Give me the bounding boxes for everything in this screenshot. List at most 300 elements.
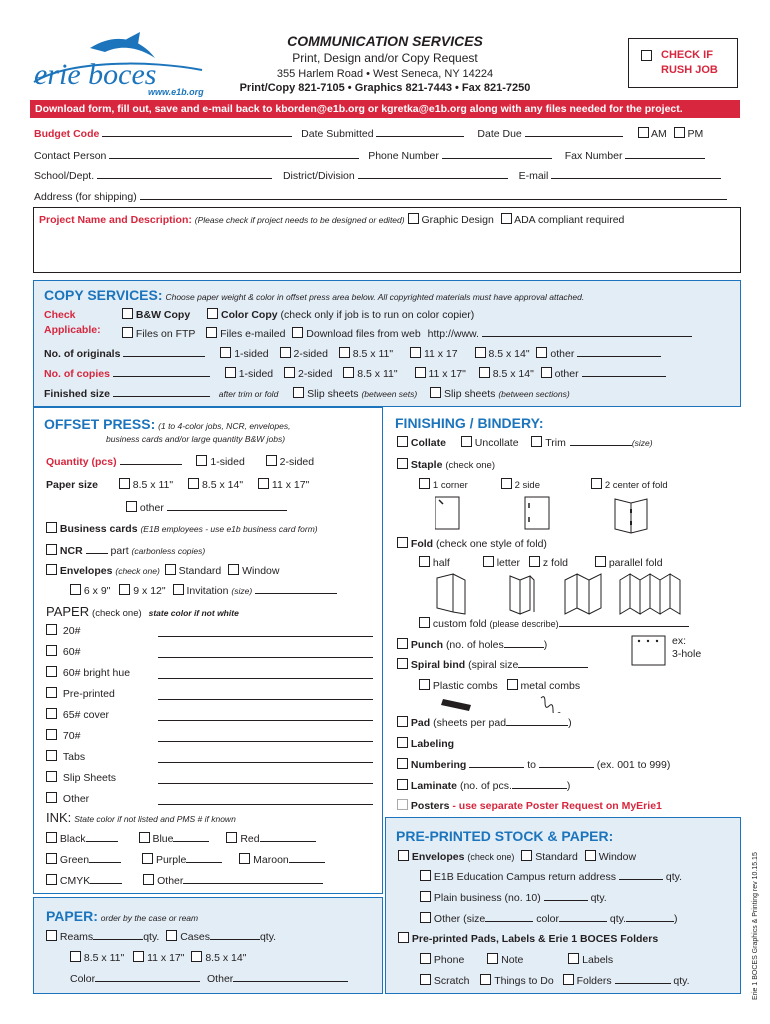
copies-other-checkbox[interactable] [541, 367, 552, 378]
fold-half-checkbox[interactable] [419, 556, 430, 567]
http-field[interactable] [482, 327, 692, 337]
paper-color-field[interactable] [158, 648, 373, 658]
numbering-from-field[interactable] [469, 758, 524, 768]
spiral-checkbox[interactable] [397, 658, 408, 669]
paper-case-box [33, 897, 383, 994]
copies-2sided-checkbox[interactable] [284, 367, 295, 378]
copies-other-label: other [554, 368, 579, 380]
copies-row [44, 367, 666, 380]
copies-85x11-checkbox[interactable] [343, 367, 354, 378]
numbering-row [397, 758, 670, 771]
env-9x12-checkbox[interactable] [119, 584, 130, 595]
business-cards-label: Business cards [59, 523, 138, 535]
offset-press-box [33, 407, 383, 894]
row-school [34, 169, 721, 182]
rush-line2: RUSH JOB [661, 64, 718, 76]
plastic-combs-checkbox[interactable] [419, 679, 430, 690]
fold-letter-label: letter [496, 557, 521, 569]
reams-qty-label: qty. [143, 931, 160, 943]
paper-state-note: state color if not white [148, 608, 239, 618]
metal-combs-label: metal combs [520, 680, 581, 692]
env-6x9-checkbox[interactable] [70, 584, 81, 595]
paper-size-label: Paper size [46, 479, 98, 491]
originals-field[interactable] [123, 347, 205, 357]
offset-2sided-checkbox[interactable] [266, 455, 277, 466]
uncollate-label: Uncollate [474, 437, 519, 449]
env-sizes-row [70, 584, 337, 597]
budget-code-field[interactable] [102, 127, 292, 137]
ink-blue-checkbox[interactable] [139, 832, 150, 843]
pp-other-color-label: color [536, 913, 559, 925]
labeling-label: Labeling [410, 738, 455, 750]
paper-color-field[interactable] [158, 774, 373, 784]
custom-fold-field[interactable] [559, 617, 689, 627]
project-note: (Please check if project needs to be designed or edited) [194, 215, 405, 225]
staple-corner-checkbox[interactable] [419, 478, 430, 489]
ps-other-checkbox[interactable] [126, 501, 137, 512]
school-dept-field[interactable] [97, 169, 272, 179]
orig-85x14-checkbox[interactable] [475, 347, 486, 358]
header-address: 355 Harlem Road • West Seneca, NY 14224 [276, 68, 494, 80]
ink-title: INK: [46, 810, 72, 825]
offset-1sided-checkbox[interactable] [196, 455, 207, 466]
ex-label: ex: [672, 635, 687, 647]
paper-item-label: Tabs [62, 751, 86, 763]
ink-heading-row [46, 810, 236, 825]
header-title: COMMUNICATION SERVICES [287, 33, 483, 49]
orig-1sided-checkbox[interactable] [220, 347, 231, 358]
district-division-field[interactable] [358, 169, 508, 179]
envelopes-checkbox[interactable] [46, 564, 57, 575]
ink-maroon-label: Maroon [253, 854, 289, 866]
pm-label: PM [687, 128, 704, 140]
pp-scratch-label: Scratch [433, 975, 470, 987]
ink-red-checkbox[interactable] [226, 832, 237, 843]
orig-1sided-label: 1-sided [234, 348, 269, 360]
header-subtitle: Print, Design and/or Copy Request [292, 51, 478, 65]
date-due-field[interactable] [525, 127, 623, 137]
numbering-to-label: to [527, 759, 536, 771]
orig-2sided-checkbox[interactable] [280, 347, 291, 358]
fold-options-row [419, 556, 663, 569]
offset-2sided-label: 2-sided [279, 456, 315, 468]
pp-phone-checkbox[interactable] [420, 953, 431, 964]
orig-11x17-checkbox[interactable] [410, 347, 421, 358]
copies-1sided-checkbox[interactable] [225, 367, 236, 378]
pp-other-checkbox[interactable] [420, 912, 431, 923]
cases-field[interactable] [210, 930, 260, 940]
originals-label: No. of originals [44, 348, 121, 360]
paper-color-field[interactable] [158, 669, 373, 679]
copies-11x17-label: 11 x 17" [428, 368, 466, 380]
pp-note-label: Note [501, 954, 524, 966]
copy-type-row [122, 308, 474, 321]
collate-label: Collate [410, 437, 446, 449]
pp-other-size-field[interactable] [485, 912, 533, 922]
pp-envelopes-checkbox[interactable] [398, 850, 409, 861]
cases-checkbox[interactable] [166, 930, 177, 941]
paper-item-label: Slip Sheets [62, 772, 117, 784]
paper-case-heading [46, 908, 198, 924]
fold-z-label: z fold [542, 557, 568, 569]
budget-code-label: Budget Code [34, 128, 100, 140]
ink-maroon-checkbox[interactable] [239, 853, 250, 864]
laminate-label: Laminate [410, 780, 458, 792]
ink-purple-field[interactable] [186, 853, 222, 863]
ps-11x17-label: 11 x 17" [271, 479, 310, 491]
orig-11x17-label: 11 x 17 [423, 348, 458, 360]
pp-pads-label: Pre-printed Pads, Labels & Erie 1 BOCES Folders [411, 933, 659, 945]
paper-case-note: order by the case or ream [100, 913, 199, 923]
business-cards-checkbox[interactable] [46, 522, 57, 533]
fold-diagrams-icon [435, 572, 735, 616]
pp-other-color-field[interactable] [559, 912, 607, 922]
pp-standard-label: Standard [535, 851, 578, 863]
case-11x17-checkbox[interactable] [133, 951, 144, 962]
laminate-note: (no. of pcs. [459, 780, 512, 792]
bw-copy-checkbox[interactable] [122, 308, 133, 319]
files-ftp-checkbox[interactable] [122, 327, 133, 338]
ink-red-label: Red [240, 833, 260, 845]
slip-sets-label: Slip sheets [307, 388, 359, 400]
ink-purple-checkbox[interactable] [142, 853, 153, 864]
finished-field[interactable] [113, 387, 210, 397]
punch-label: Punch [410, 639, 444, 651]
project-name-label: Project Name and Description: [39, 214, 192, 226]
pp-plain-checkbox[interactable] [420, 891, 431, 902]
pp-folders-checkbox[interactable] [563, 974, 574, 985]
orig-85x11-checkbox[interactable] [339, 347, 350, 358]
ink-black-checkbox[interactable] [46, 832, 57, 843]
staple-center-label: 2 center of fold [604, 480, 668, 491]
case-color-row [70, 972, 348, 985]
ink-blue-field[interactable] [173, 832, 209, 842]
logo-url: www.e1b.org [148, 87, 204, 97]
slip-sets-checkbox[interactable] [293, 387, 304, 398]
paper-item [46, 792, 89, 805]
ps-other-field[interactable] [167, 501, 287, 511]
preprinted-title [396, 828, 613, 844]
copies-field[interactable] [113, 367, 210, 377]
ink-maroon-field[interactable] [289, 853, 325, 863]
copies-85x14-checkbox[interactable] [479, 367, 490, 378]
staple-checkbox[interactable] [397, 458, 408, 469]
numbering-label: Numbering [410, 759, 467, 771]
case-other-label: Other [207, 973, 234, 985]
trim-field[interactable] [570, 436, 632, 446]
pp-pads-options-1 [420, 953, 613, 966]
envelopes-row [46, 564, 279, 577]
paper-item-checkbox[interactable] [46, 792, 57, 803]
paper-color-field[interactable] [158, 627, 373, 637]
cases-qty-label: qty. [259, 931, 277, 943]
staple-side-label: 2 side [514, 480, 540, 491]
address-field[interactable] [140, 190, 727, 200]
pm-checkbox[interactable] [674, 127, 685, 138]
project-box [33, 207, 741, 273]
pp-note-checkbox[interactable] [487, 953, 498, 964]
paper-check-one: (check one) [92, 608, 142, 619]
labeling-checkbox[interactable] [397, 737, 408, 748]
pp-e1b-field[interactable] [619, 870, 663, 880]
paper-item-checkbox[interactable] [46, 708, 57, 719]
paper-item-checkbox[interactable] [46, 666, 57, 677]
ps-11x17-checkbox[interactable] [258, 478, 269, 489]
custom-fold-checkbox[interactable] [419, 617, 430, 628]
phone-number-field[interactable] [442, 149, 552, 159]
spiral-row [397, 658, 588, 671]
quantity-label: Quantity (pcs) [46, 456, 117, 468]
paper-item [46, 624, 80, 637]
slip-tabs-label: Slip sheets [444, 388, 496, 400]
preprinted-title-text: PRE-PRINTED STOCK & PAPER: [396, 828, 614, 844]
combs-illustration-icon [441, 693, 591, 713]
pp-other-row: Other (size color qty. ) [420, 912, 678, 925]
paper-item [46, 687, 115, 700]
date-due-label: Date Due [477, 128, 522, 140]
spiral-note: (spiral size [468, 659, 519, 671]
case-85x14-checkbox[interactable] [191, 951, 202, 962]
uncollate-checkbox[interactable] [461, 436, 472, 447]
trim-label: Trim [545, 437, 566, 449]
staple-corner-label: 1 corner [432, 480, 468, 491]
ps-85x11-checkbox[interactable] [119, 478, 130, 489]
envelopes-label: Envelopes [59, 565, 113, 577]
paper-color-field[interactable] [158, 690, 373, 700]
paper-color-field[interactable] [158, 795, 373, 805]
cases-label: Cases [180, 931, 210, 943]
case-85x11-label: 8.5 x 11" [83, 952, 125, 964]
pp-envelopes-label: Envelopes [411, 851, 465, 863]
paper-item-label: 60# bright hue [62, 667, 131, 679]
ncr-checkbox[interactable] [46, 544, 57, 555]
env-standard-checkbox[interactable] [165, 564, 176, 575]
trim-size-note: (size) [631, 438, 653, 448]
date-submitted-field[interactable] [376, 127, 464, 137]
paper-color-field[interactable] [158, 753, 373, 763]
offset-note1: (1 to 4-color jobs, NCR, envelopes, [158, 421, 291, 431]
ink-cmyk-checkbox[interactable] [46, 874, 57, 885]
copies-other-field[interactable] [582, 367, 666, 377]
row-address [34, 190, 727, 203]
offset-1sided-label: 1-sided [210, 456, 245, 468]
fold-checkbox[interactable] [397, 537, 408, 548]
ink-other-field[interactable] [183, 874, 323, 884]
plastic-combs-label: Plastic combs [432, 680, 498, 692]
pp-window-checkbox[interactable] [585, 850, 596, 861]
ink-green-field[interactable] [89, 853, 121, 863]
copies-label: No. of copies [44, 368, 110, 380]
business-cards-note: (E1B employees - use e1b business card form) [140, 524, 318, 534]
business-cards-row [46, 522, 318, 535]
ps-85x14-checkbox[interactable] [188, 478, 199, 489]
staple-row [397, 458, 495, 471]
ncr-field[interactable] [86, 544, 108, 554]
pad-checkbox[interactable] [397, 716, 408, 727]
metal-combs-checkbox[interactable] [507, 679, 518, 690]
paper-item-checkbox[interactable] [46, 624, 57, 635]
pp-labels-checkbox[interactable] [568, 953, 579, 964]
pp-plain-field[interactable] [544, 891, 588, 901]
files-row [122, 327, 692, 340]
pp-standard-checkbox[interactable] [521, 850, 532, 861]
pp-pads-checkbox[interactable] [398, 932, 409, 943]
color-copy-note: (check only if job is to run on color copier) [280, 309, 475, 321]
ink-green-label: Green [59, 854, 90, 866]
ps-other-label: other [139, 502, 164, 514]
ink-black-field[interactable] [86, 832, 118, 842]
quantity-field[interactable] [120, 455, 182, 465]
pad-field[interactable] [506, 716, 568, 726]
ink-green-checkbox[interactable] [46, 853, 57, 864]
contact-person-label: Contact Person [34, 150, 107, 162]
color-copy-checkbox[interactable] [207, 308, 218, 319]
bw-copy-label: B&W Copy [135, 309, 191, 321]
contact-person-field[interactable] [109, 149, 359, 159]
spiral-field[interactable] [518, 658, 588, 668]
reams-field[interactable] [93, 930, 143, 940]
pp-pads-row [398, 932, 658, 945]
fax-number-field[interactable] [625, 149, 705, 159]
graphic-design-checkbox[interactable] [408, 213, 419, 224]
fold-letter-checkbox[interactable] [483, 556, 494, 567]
fold-label: Fold [410, 538, 434, 550]
punch-field[interactable] [504, 638, 544, 648]
envelopes-note: (check one) [115, 566, 160, 576]
custom-fold-label: custom fold [432, 618, 487, 630]
paper-color-field[interactable] [158, 711, 373, 721]
files-emailed-checkbox[interactable] [206, 327, 217, 338]
laminate-field[interactable] [512, 779, 567, 789]
punch-note: (no. of holes [445, 639, 504, 651]
ink-blue-label: Blue [152, 833, 174, 845]
pp-e1b-row [420, 870, 682, 883]
ps-85x11-label: 8.5 x 11" [132, 479, 174, 491]
paper-item-checkbox[interactable] [46, 729, 57, 740]
orig-85x11-label: 8.5 x 11" [352, 348, 394, 360]
header [215, 33, 555, 94]
pp-things-checkbox[interactable] [480, 974, 491, 985]
env-window-label: Window [242, 565, 280, 577]
ncr-part-label: part [110, 545, 129, 557]
fold-note: (check one style of fold) [436, 538, 547, 550]
paper-item-checkbox[interactable] [46, 645, 57, 656]
invitation-field[interactable] [255, 584, 337, 594]
paper-item-label: 20# [62, 625, 81, 637]
paper-item-checkbox[interactable] [46, 750, 57, 761]
files-ftp-label: Files on FTP [135, 328, 196, 340]
reams-checkbox[interactable] [46, 930, 57, 941]
download-label: Download files from web [306, 328, 421, 340]
case-11x17-label: 11 x 17" [147, 952, 185, 964]
download-checkbox[interactable] [292, 327, 303, 338]
slip-tabs-checkbox[interactable] [430, 387, 441, 398]
combs-row [419, 679, 580, 692]
header-phones: Print/Copy 821-7105 • Graphics 821-7443 • Fax 821-7250 [239, 82, 531, 94]
ink-cmyk-field[interactable] [90, 874, 122, 884]
pp-e1b-checkbox[interactable] [420, 870, 431, 881]
punch-checkbox[interactable] [397, 638, 408, 649]
paper-color-field[interactable] [158, 732, 373, 742]
rush-checkbox[interactable] [641, 50, 652, 61]
ink-black-label: Black [59, 833, 86, 845]
paper-item-checkbox[interactable] [46, 771, 57, 782]
laminate-checkbox[interactable] [397, 779, 408, 790]
paper-item-checkbox[interactable] [46, 687, 57, 698]
case-85x11-checkbox[interactable] [70, 951, 81, 962]
numbering-to-field[interactable] [539, 758, 594, 768]
case-other-field[interactable] [233, 972, 348, 982]
posters-checkbox[interactable] [397, 799, 408, 810]
copy-note: Choose paper weight & color in offset press area below. All copyrighted materials must have approval attached. [165, 292, 585, 302]
staple-side-checkbox[interactable] [501, 478, 512, 489]
pp-other-label: Other (size [433, 913, 486, 925]
orig-85x14-label: 8.5 x 14" [488, 348, 530, 360]
ink-row-1 [46, 832, 316, 845]
ink-note: State color if not listed and PMS # if known [74, 814, 236, 824]
copy-title-row [44, 287, 584, 303]
pp-scratch-checkbox[interactable] [420, 974, 431, 985]
pp-plain-qty: qty. [590, 892, 607, 904]
orig-other-checkbox[interactable] [536, 347, 547, 358]
paper-size-row [46, 478, 309, 491]
originals-row [44, 347, 661, 360]
ink-cmyk-label: CMYK [59, 875, 91, 887]
phone-number-label: Phone Number [368, 150, 439, 162]
staple-label: Staple [410, 459, 443, 471]
pp-other-qty-field[interactable] [626, 912, 674, 922]
custom-fold-row [419, 617, 689, 630]
pp-folders-label: Folders [576, 975, 612, 987]
fold-parallel-checkbox[interactable] [595, 556, 606, 567]
copies-11x17-checkbox[interactable] [415, 367, 426, 378]
env-window-checkbox[interactable] [228, 564, 239, 575]
rush-box [628, 38, 738, 88]
custom-fold-note: (please describe) [489, 619, 559, 629]
orig-other-field[interactable] [577, 347, 661, 357]
offset-title: OFFSET PRESS: [44, 416, 156, 432]
ink-row-3 [46, 874, 323, 887]
email-field[interactable] [551, 169, 721, 179]
fold-parallel-label: parallel fold [608, 557, 663, 569]
numbering-checkbox[interactable] [397, 758, 408, 769]
posters-row [397, 799, 662, 812]
case-color-field[interactable] [95, 972, 200, 982]
trim-checkbox[interactable] [531, 436, 542, 447]
paper-item-label: 60# [62, 646, 81, 658]
collate-checkbox[interactable] [397, 436, 408, 447]
ps-other-row [126, 501, 287, 514]
three-hole-icon [631, 635, 667, 667]
ada-checkbox[interactable] [501, 213, 512, 224]
ink-red-field[interactable] [260, 832, 316, 842]
finished-row [44, 387, 570, 400]
pp-window-label: Window [598, 851, 637, 863]
env-9x12-label: 9 x 12" [133, 585, 166, 597]
paper-item-label: 65# cover [62, 709, 110, 721]
offset-note2: business cards and/or large quantity B&W jobs) [106, 434, 286, 444]
ncr-label: NCR [59, 545, 83, 557]
staple-diagrams-icon [435, 495, 735, 535]
staple-center-checkbox[interactable] [591, 478, 602, 489]
ink-other-checkbox[interactable] [143, 874, 154, 885]
am-checkbox[interactable] [638, 127, 649, 138]
fax-number-label: Fax Number [564, 150, 623, 162]
invitation-checkbox[interactable] [173, 584, 184, 595]
pp-folders-field[interactable] [615, 974, 671, 984]
paper-item [46, 708, 109, 721]
fold-z-checkbox[interactable] [529, 556, 540, 567]
